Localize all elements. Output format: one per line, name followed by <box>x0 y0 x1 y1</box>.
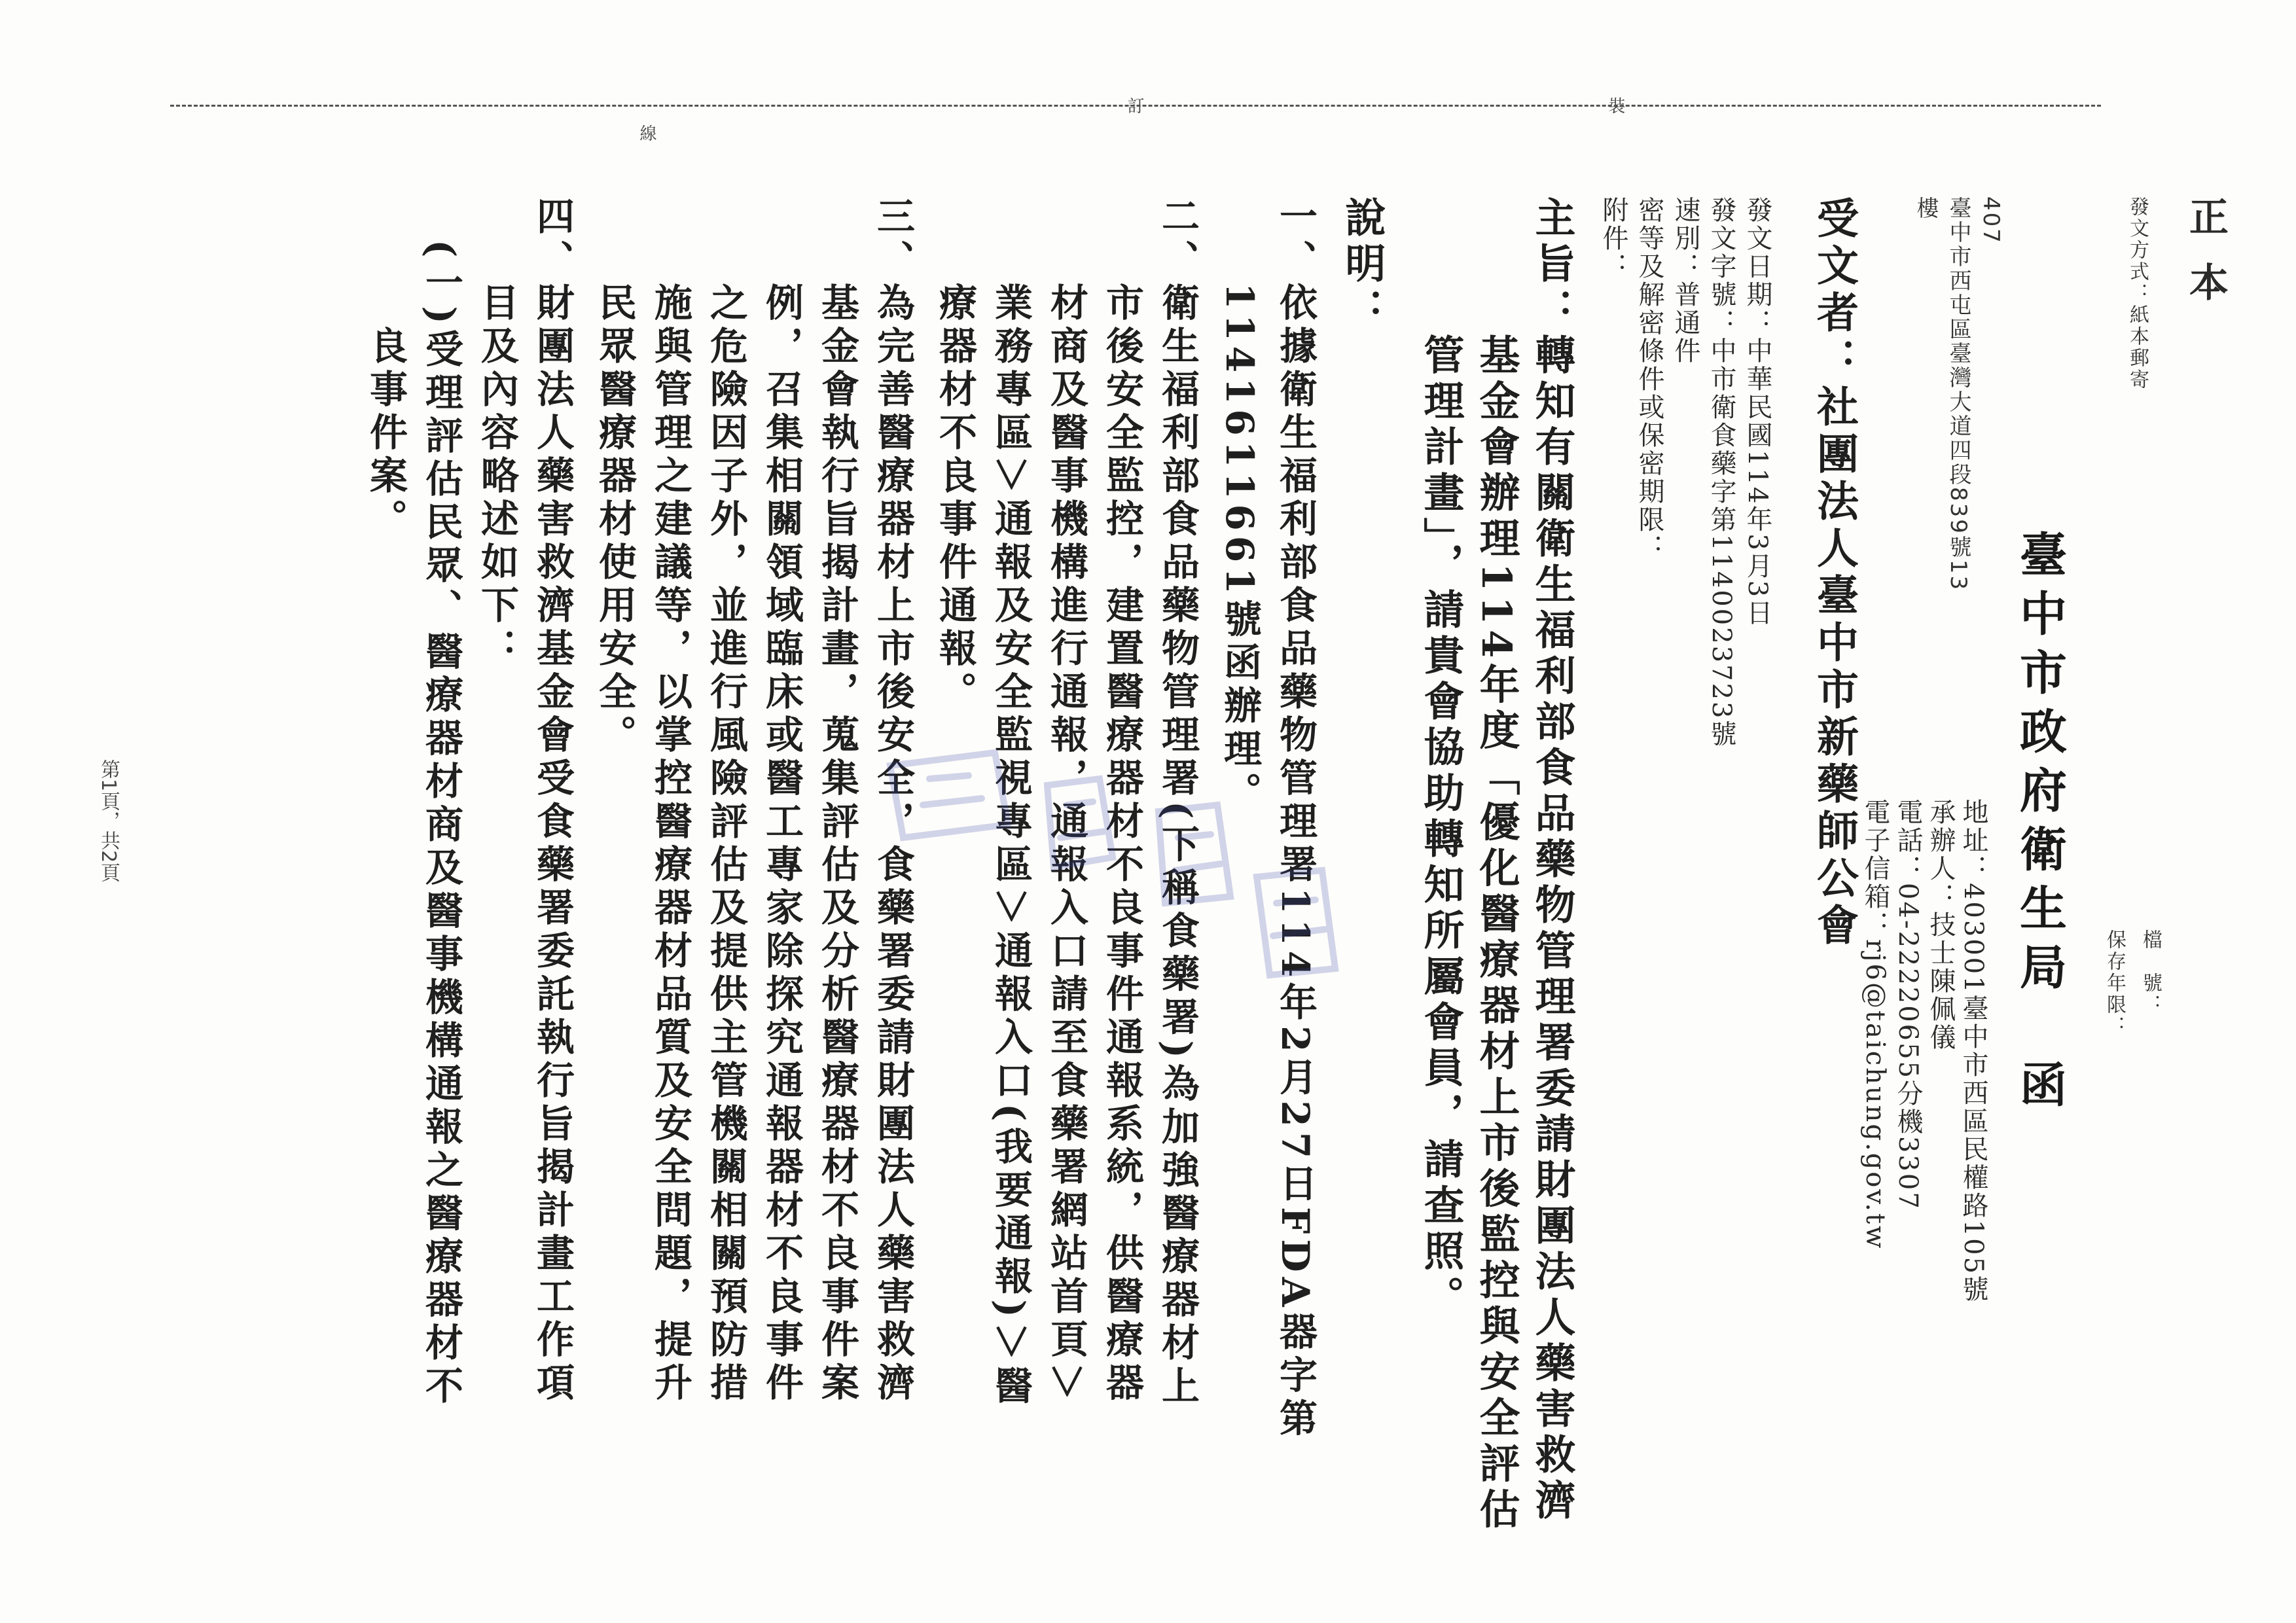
explanation-item-2-line-5: 療器材不良事件通報。 <box>933 196 977 715</box>
explanation-item-4-sub-1-line-2: 良事件案。 <box>363 196 408 542</box>
subject-line-1: 主旨：轉知有關衛生福利部食品藥物管理署委請財團法人藥害救濟 <box>1528 196 1576 1525</box>
delivery-speed: 速別：普通件 <box>1670 196 1700 365</box>
issue-date: 發文日期：中華民國114年3月3日 <box>1742 196 1772 628</box>
secrecy-level: 密等及解密條件或保密期限： <box>1634 196 1664 562</box>
recipient-postal: 407 <box>1978 196 2004 245</box>
retention-period: 保存年限： <box>2103 929 2126 1037</box>
official-seal-stamp <box>851 707 1374 1034</box>
explanation-item-1-line-1: 一、依據衛生福利部食品藥物管理署114年2月27日FDA器字第 <box>1273 196 1318 1442</box>
recipient: 受文者：社團法人臺中市新藥師公會 <box>1810 196 1859 950</box>
document-number: 發文字號：中市衛食藥字第1140023723號 <box>1706 196 1736 749</box>
explanation-item-4-line-2: 目及內容略述如下： <box>475 196 519 671</box>
explanation-item-3-line-4: 之危險因子外，並進行風險評估及提供主管機關相關預防措 <box>704 196 748 1406</box>
send-method: 發文方式：紙本郵寄 <box>2126 196 2149 391</box>
page-number: 第1頁，共2頁 <box>97 759 120 883</box>
explanation-item-2-line-1: 二、衛生福利部食品藥物管理署(下稱食藥署)為加強醫療器材上 <box>1155 196 1200 1409</box>
explanation-label: 說明： <box>1338 196 1386 334</box>
subject-line-2: 基金會辦理114年度「優化醫療器材上市後監控與安全評估 <box>1473 196 1520 1534</box>
document-title: 臺中市政府衛生局 函 <box>2012 530 2068 1119</box>
explanation-item-1-line-2: 1141611661號函辦理。 <box>1217 196 1262 815</box>
original-copy-mark: 正本 <box>2183 196 2229 327</box>
recipient-address-1: 臺中市西屯區臺灣大道四段839號13 <box>1945 196 1971 592</box>
recipient-address-2: 樓 <box>1912 196 1939 221</box>
explanation-item-3-line-2: 基金會執行旨揭計畫，蒐集評估及分析醫療器材不良事件案 <box>815 196 859 1406</box>
sender-handler: 承辦人：技士陳佩儀 <box>1926 798 1956 1052</box>
subject-line-3: 管理計畫」，請貴會協助轉知所屬會員，請查照。 <box>1417 196 1465 1321</box>
explanation-item-3-line-5: 施與管理之建議等，以掌控醫療器材品質及安全問題，提升 <box>648 196 692 1406</box>
explanation-item-4-sub-1-line-1: (一)受理評估民眾、醫療器材商及醫事機構通報之醫療器材不 <box>419 196 463 1409</box>
explanation-item-3-line-6: 民眾醫療器材使用安全。 <box>592 196 637 758</box>
sender-phone: 電話：04-22220655分機3307 <box>1893 798 1923 1211</box>
explanation-item-2-line-3: 材商及醫事機構進行通報，通報入口請至食藥署網站首頁＞ <box>1044 196 1088 1406</box>
archive-number: 檔 號： <box>2139 929 2162 1016</box>
explanation-item-2-line-2: 市後安全監控，建置醫療器材不良事件通報系統，供醫療器 <box>1100 196 1144 1406</box>
sender-address: 地址：403001臺中市西區民權路105號 <box>1958 798 1988 1304</box>
explanation-item-3-line-1: 三、為完善醫療器材上市後安全，食藥署委請財團法人藥害救濟 <box>870 196 915 1406</box>
binding-mark-dress: 裝 <box>1605 97 1625 114</box>
binding-mark-order: 訂 <box>1124 97 1144 114</box>
sender-email: 電子信箱：rj6@taichung.gov.tw <box>1860 798 1890 1251</box>
explanation-item-2-line-4: 業務專區＞通報及安全監視專區＞通報入口(我要通報)＞醫 <box>988 196 1033 1409</box>
binding-mark-line: 線 <box>637 124 656 141</box>
explanation-item-4-line-1: 四、財團法人藥害救濟基金會受食藥署委託執行旨揭計畫工作項 <box>530 196 575 1406</box>
explanation-item-3-line-3: 例，召集相關領域臨床或醫工專家除探究通報器材不良事件 <box>759 196 804 1406</box>
attachments: 附件： <box>1598 196 1628 281</box>
